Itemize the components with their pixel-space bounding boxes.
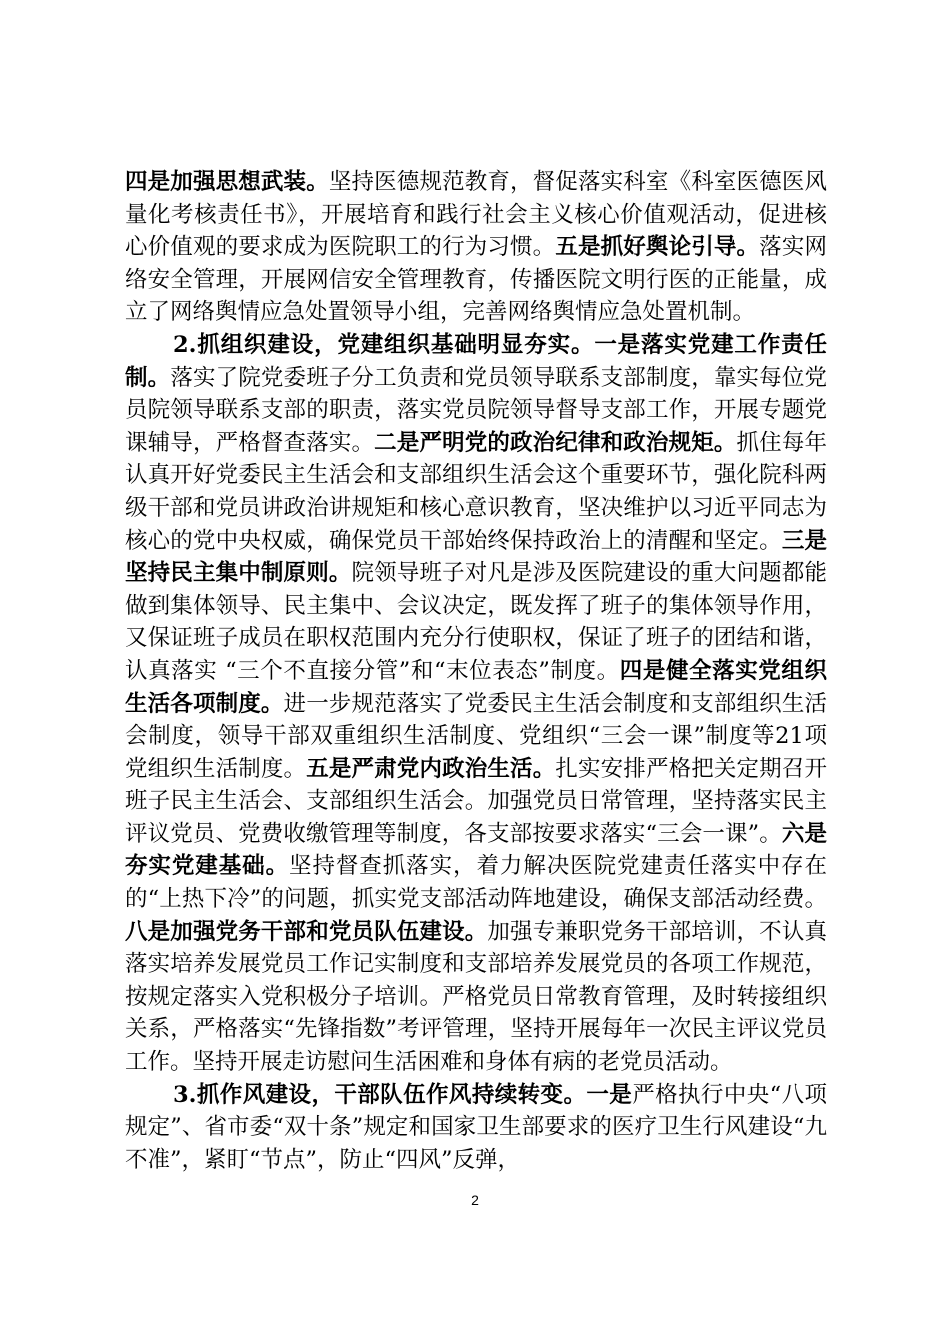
bold-heading-run: 一是落实党建工作责任制。	[125, 331, 827, 391]
bold-heading-run: 三是坚持民主集中制原则。	[125, 527, 827, 587]
text-run: 进一步规范落实了党委民主生活会制度和支部组织生活会制度，领导干部双重组织生活制度、党组织“三会一课”制度等21项党组织生活制度。	[125, 690, 827, 782]
bold-heading-run: 四是健全落实党组织生活各项制度。	[125, 657, 827, 717]
bold-heading-run: 四是加强思想武装。	[125, 169, 329, 195]
text-run: 扎实安排严格把关定期召开班子民主生活会、支部组织生活会。加强党员日常管理，坚持落实民主评议党员、党费收缴管理等制度，各支部按要求落实“三会一课”。	[125, 755, 827, 847]
bold-heading-run: 二是严明党的政治纪律和政治规矩。	[374, 429, 737, 456]
text-run: 加强专兼职党务干部培训，不认真落实培养发展党员工作记实制度和支部培养发展党员的各项工作规范，按规定落实入党积极分子培训。严格党员日常教育管理，及时转接组织关系，严格落实“先锋指数”考评管理，坚持开展每年一次民主评议党员工作。坚持开展走访慰问生活困难和身体有病的老党员活动。	[125, 918, 827, 1076]
paragraph	[125, 1079, 827, 1177]
page-number: 2	[471, 1192, 479, 1208]
text-run: 落实了院党委班子分工负责和党员领导联系支部制度，靠实每位党员院领导联系支部的职责，落实党员院领导督导支部工作，开展专题党课辅导，严格督查落实。	[125, 364, 827, 456]
text-run: 严格执行中央“八项规定”、省市委“双十条”规定和国家卫生部要求的医疗卫生行风建设“九不准”，紧盯“节点”，防止“四风”反弹，	[125, 1081, 827, 1173]
bold-heading-run: 五是抓好舆论引导。	[555, 234, 760, 261]
text-run: 坚持医德规范教育，督促落实科室《科室医德医风量化考核责任书》，开展培育和践行社会主义核心价值观活动，促进核心价值观的要求成为医院职工的行为习惯。	[125, 169, 827, 261]
bold-heading-run: 五是严肃党内政治生活。	[306, 755, 556, 782]
paragraph	[125, 329, 827, 1079]
bold-heading-run: 3.抓作风建设，干部队伍作风持续转变。	[173, 1081, 587, 1108]
text-run: 院领导班子对凡是涉及医院建设的重大问题都能做到集体领导、民主集中、会议决定，既发挥了班子的集体领导作用，又保证班子成员在职权范围内充分行使职权，保证了班子的团结和谐，认真落实 “三个不直接分管”和“末位表态”制度。	[125, 560, 827, 684]
paragraph	[125, 166, 827, 329]
bold-heading-run: 2.抓组织建设，党建组织基础明显夯实。	[173, 331, 595, 358]
bold-heading-run: 一是	[586, 1081, 633, 1108]
bold-heading-run: 八是加强党务干部和党员队伍建设。	[125, 918, 488, 945]
bold-heading-run: 六是夯实党建基础。	[125, 820, 827, 880]
text-run: 抓住每年认真开好党委民主生活会和支部组织生活会这个重要环节，强化院科两级干部和党员讲政治讲规矩和核心意识教育，坚决维护以习近平同志为核心的党中央权威，确保党员干部始终保持政治上的清醒和坚定。	[125, 429, 827, 554]
text-run: 坚持督查抓落实，着力解决医院党建责任落实中存在的“上热下冷”的问题，抓实党支部活动阵地建设，确保支部活动经费。	[125, 853, 827, 913]
text-run: 落实网络安全管理，开展网信安全管理教育，传播医院文明行医的正能量，成立了网络舆情应急处置领导小组，完善网络舆情应急处置机制。	[125, 234, 827, 326]
document-body	[125, 166, 827, 1176]
